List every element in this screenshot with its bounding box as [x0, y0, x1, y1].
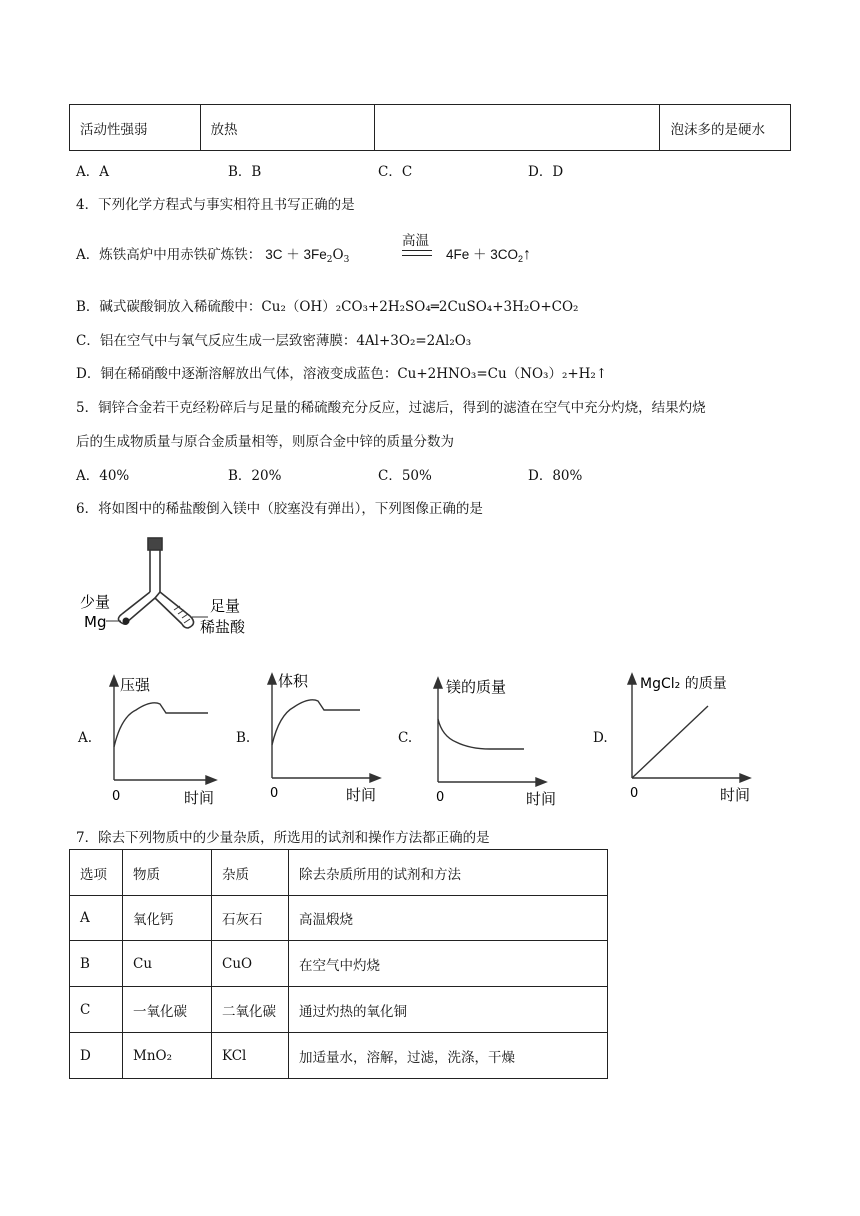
q7-cell: CuO [212, 941, 289, 987]
q7-cell: C [70, 987, 123, 1033]
q5-option-a: A．40% [76, 468, 130, 484]
graph-c-ylabel: 镁的质量 [446, 678, 507, 696]
graph-b-volume [254, 670, 384, 805]
q7-cell: Cu [123, 941, 212, 987]
q5-option-c: C．50% [378, 468, 432, 484]
graph-c-mg-mass [420, 674, 557, 809]
label-sufficient: 足量 [210, 597, 241, 615]
graph-c-xlabel: 时间 [526, 790, 557, 808]
graph-c-letter: C. [398, 730, 413, 746]
q3-cell-3 [374, 105, 660, 151]
graph-a-xlabel: 时间 [184, 789, 215, 807]
graph-d-mgcl2-mass [614, 670, 754, 805]
q7-cell: D [70, 1033, 123, 1079]
q7-cell: 一氧化碳 [123, 987, 212, 1033]
q4-option-d: D．铜在稀硝酸中逐渐溶解放出气体，溶液变成蓝色：Cu+2HNO₃=Cu（NO₃）₂+H₂↑ [76, 366, 608, 382]
q7-cell: 加适量水，溶解，过滤，洗涤，干燥 [289, 1033, 608, 1079]
q7-cell: 石灰石 [212, 896, 289, 941]
q7-cell: 在空气中灼烧 [289, 941, 608, 987]
graph-a-pressure [96, 672, 216, 807]
graph-b-xlabel: 时间 [346, 786, 377, 804]
q7-cell: 氧化钙 [123, 896, 212, 941]
label-mg: Mg [84, 613, 107, 631]
q4-a-condition: 高温 [402, 233, 429, 248]
q5-option-d: D．80% [528, 468, 583, 484]
q4-a-products: $4Fe + 3CO_2↑$ [446, 246, 532, 264]
label-dilute-hcl: 稀盐酸 [200, 618, 246, 636]
q7-cell: MnO₂ [123, 1033, 212, 1079]
q5-option-b: B．20% [228, 468, 282, 484]
mg-piece [123, 618, 130, 625]
q7-cell: 二氧化碳 [212, 987, 289, 1033]
q4-a-left: 3C ＋ 3Fe [265, 247, 327, 262]
q4-option-b: B．碱式碳酸铜放入稀硫酸中：Cu₂（OH）₂CO₃+2H₂SO₄═2CuSO₄+3H₂O+CO₂ [76, 299, 579, 315]
q3-cell-1: 活动性强弱 [70, 105, 201, 151]
graph-d-xlabel: 时间 [720, 786, 751, 804]
graph-c-curve [438, 719, 524, 749]
q3-option-d: D．D [528, 164, 564, 180]
q7-cell: KCl [212, 1033, 289, 1079]
q4-option-c: C．铝在空气中与氧气反应生成一层致密薄膜：4Al+3O₂=2Al₂O₃ [76, 333, 472, 349]
q4-a-right: 4Fe ＋ 3CO [446, 247, 519, 262]
q3-option-b: B．B [228, 164, 262, 180]
q3-table [69, 104, 791, 151]
graph-a-ylabel: 压强 [120, 676, 151, 694]
q4-a-prefix: A．炼铁高炉中用赤铁矿炼铁： [76, 247, 262, 263]
graph-b-ylabel: 体积 [278, 672, 309, 690]
q4-a-equals [402, 250, 432, 256]
q7-header-substance: 物质 [123, 850, 212, 896]
table-row [70, 1033, 608, 1079]
q7-stem: 7．除去下列物质中的少量杂质，所选用的试剂和操作方法都正确的是 [76, 830, 490, 846]
q6-stem: 6．将如图中的稀盐酸倒入镁中（胶塞没有弹出），下列图像正确的是 [76, 501, 483, 517]
graph-a-letter: A. [78, 730, 93, 746]
label-small-amount: 少量 [80, 593, 111, 611]
graph-a-curve [114, 703, 208, 747]
q7-cell: 高温煅烧 [289, 896, 608, 941]
q7-cell: B [70, 941, 123, 987]
q7-cell: 通过灼热的氧化铜 [289, 987, 608, 1033]
graph-d-ylabel: MgCl₂ 的质量 [640, 676, 727, 692]
q3-option-c: C．C [378, 164, 413, 180]
y-tube-apparatus [78, 532, 278, 652]
q5-line-1: 5．铜锌合金若干克经粉碎后与足量的稀硫酸充分反应，过滤后，得到的滤渣在空气中充分灼烧，结果灼烧 [76, 400, 706, 416]
graph-a-origin: 0 [112, 789, 121, 804]
graph-d-line [632, 706, 708, 778]
q7-header-option: 选项 [70, 850, 123, 896]
table-row [70, 896, 608, 941]
q3-cell-2: 放热 [200, 105, 374, 151]
q7-header-impurity: 杂质 [212, 850, 289, 896]
q5-line-2: 后的生成物质量与原合金质量相等，则原合金中锌的质量分数为 [76, 434, 454, 450]
graph-c-origin: 0 [436, 790, 445, 805]
q7-header-method: 除去杂质所用的试剂和方法 [289, 850, 608, 896]
graph-b-curve [272, 700, 360, 745]
q3-cell-4: 泡沫多的是硬水 [660, 105, 791, 151]
q7-cell: A [70, 896, 123, 941]
table-row [70, 941, 608, 987]
q7-header-row [70, 850, 608, 896]
q4-option-a: A．炼铁高炉中用赤铁矿炼铁： $3C + 3Fe_2O_3$ [76, 247, 350, 265]
q7-table [69, 849, 608, 1079]
graph-b-letter: B. [236, 730, 251, 746]
graph-d-letter: D. [593, 730, 608, 746]
graph-b-origin: 0 [270, 786, 279, 801]
q3-option-a: A．A [76, 164, 109, 180]
table-row [70, 987, 608, 1033]
graph-d-origin: 0 [630, 786, 639, 801]
q4-stem: 4．下列化学方程式与事实相符且书写正确的是 [76, 197, 355, 213]
